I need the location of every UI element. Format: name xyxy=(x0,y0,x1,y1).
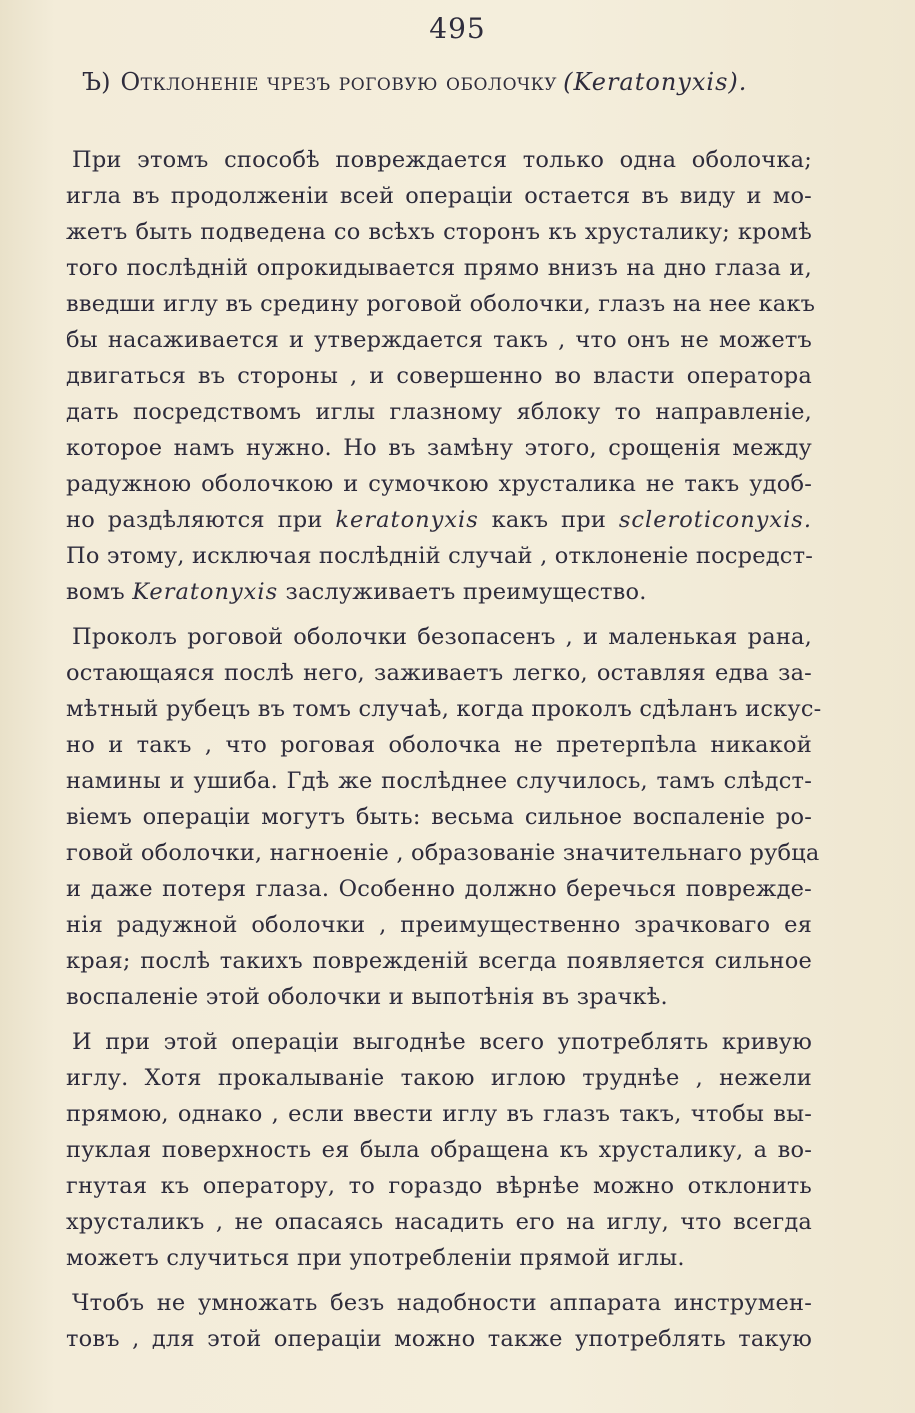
text-line: мѣтный рубецъ въ томъ случаѣ, когда проколъ сдѣланъ искус- xyxy=(66,696,822,722)
text-line: намины и ушиба. Гдѣ же послѣднее случилось, тамъ слѣдст- xyxy=(66,768,812,794)
text-line: И при этой операціи выгоднѣе всего употреблять кривую xyxy=(72,1029,812,1055)
text-line: пуклая поверхность ея была обращена къ хрусталику, а во- xyxy=(66,1137,812,1163)
text-fragment: какъ при xyxy=(491,507,607,533)
section-latin-term: (Keratonyxis). xyxy=(563,68,748,96)
text-line: Чтобъ не умножать безъ надобности аппарата инструмен- xyxy=(72,1290,812,1316)
text-line: того послѣдній опрокидывается прямо внизъ на дно глаза и, xyxy=(66,255,812,281)
latin-term: keratonyxis xyxy=(335,507,479,533)
text-line: Проколъ роговой оболочки безопасенъ , и маленькая рана, xyxy=(72,624,812,650)
text-line: но и такъ , что роговая оболочка не претерпѣла никакой xyxy=(66,732,812,758)
text-line: игла въ продолженіи всей операціи остается въ виду и мо- xyxy=(66,183,812,209)
text-line xyxy=(66,500,812,540)
text-line: бы насаживается и утверждается такъ , что онъ не можетъ xyxy=(66,327,812,353)
text-line: остающаяся послѣ него, заживаетъ легко, оставляя едва за- xyxy=(66,660,812,686)
text-line: которое намъ нужно. Но въ замѣну этого, срощенія между xyxy=(66,435,812,461)
section-title: Отклоненіе чрезъ роговую оболочку xyxy=(120,68,558,96)
text-line: хрусталикъ , не опасаясь насадить его на иглу, что всегда xyxy=(66,1209,812,1235)
text-line: воспаленіе этой оболочки и выпотѣнія въ зрачкѣ. xyxy=(66,984,668,1010)
text-fragment: вомъ xyxy=(66,579,125,605)
section-letter: Ъ) xyxy=(82,68,111,96)
text-line: При этомъ способѣ повреждается только одна оболочка; xyxy=(72,147,812,173)
text-line: прямою, однако , если ввести иглу въ глазъ такъ, чтобы вы- xyxy=(66,1101,812,1127)
text-line: товъ , для этой операціи можно также употреблять такую xyxy=(66,1326,812,1352)
text-line: и даже потеря глаза. Особенно должно беречься поврежде- xyxy=(66,876,812,902)
text-line: віемъ операціи могутъ быть: весьма сильное воспаленіе ро- xyxy=(66,804,812,830)
page-number: 495 xyxy=(429,12,486,45)
text-line: иглу. Хотя прокалываніе такою иглою труднѣе , нежели xyxy=(66,1065,812,1091)
text-line xyxy=(66,572,812,612)
text-line: жетъ быть подведена со всѣхъ сторонъ къ хрусталику; кромѣ xyxy=(66,219,812,245)
text-line: края; послѣ такихъ поврежденій всегда появляется сильное xyxy=(66,948,812,974)
section-heading xyxy=(82,68,842,96)
text-line: говой оболочки, нагноеніе , образованіе значительнаго рубца xyxy=(66,840,820,866)
text-line: радужною оболочкою и сумочкою хрусталика не такъ удоб- xyxy=(66,471,812,497)
text-line: По этому, исключая послѣдній случай , отклоненіе посредст- xyxy=(66,543,814,569)
text-line: можетъ случиться при употребленіи прямой иглы. xyxy=(66,1245,685,1271)
text-line: дать посредствомъ иглы глазному яблоку то направленіе, xyxy=(66,399,812,425)
text-line: гнутая къ оператору, то гораздо вѣрнѣе можно отклонить xyxy=(66,1173,812,1199)
latin-term: scleroticonyxis. xyxy=(618,507,812,533)
text-line: введши иглу въ средину роговой оболочки, глазъ на нее какъ xyxy=(66,291,816,317)
text-fragment: заслуживаетъ преимущество. xyxy=(285,579,647,605)
text-fragment: но раздѣляются при xyxy=(66,507,323,533)
text-line: двигаться въ стороны , и совершенно во власти оператора xyxy=(66,363,812,389)
text-line: нія радужной оболочки , преимущественно зрачковаго ея xyxy=(66,912,812,938)
latin-term: Keratonyxis xyxy=(132,579,279,605)
